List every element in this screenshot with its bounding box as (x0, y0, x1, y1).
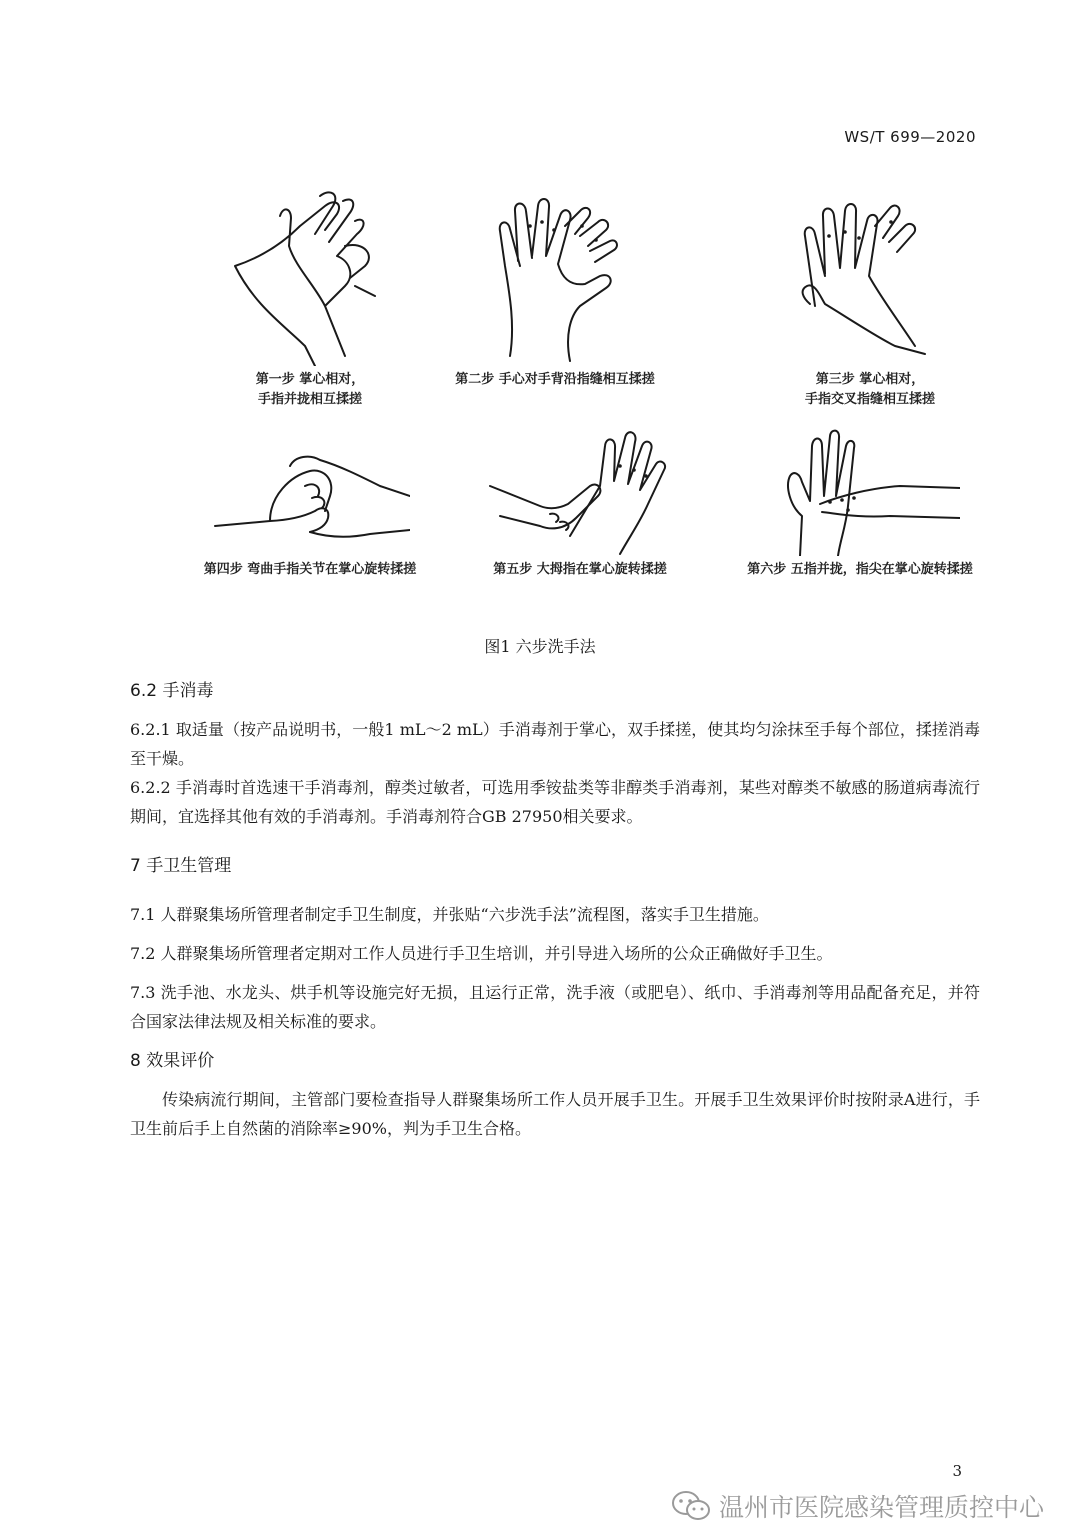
step-6-caption: 第六步 五指并拢，指尖在掌心旋转揉搓 (747, 562, 973, 577)
step-5 (460, 426, 700, 580)
clause-7-1: 7.1 人群聚集场所管理者制定手卫生制度，并张贴“六步洗手法”流程图，落实手卫生措施。 (130, 905, 769, 924)
standard-code: WS/T 699—2020 (844, 128, 976, 146)
section-6-2-heading: 6.2 手消毒 (130, 681, 214, 701)
step-6 (730, 426, 990, 580)
handwash-figure (190, 186, 980, 616)
wechat-icon (671, 1490, 711, 1522)
clause-7-2: 7.2 人群聚集场所管理者定期对工作人员进行手卫生培训，并引导进入场所的公众正确做好手卫生。 (130, 944, 833, 963)
hands-thumb-rotate-icon (480, 426, 680, 556)
step-5-caption: 第五步 大拇指在掌心旋转揉搓 (493, 562, 667, 577)
watermark (671, 1488, 1044, 1524)
hands-palm-to-palm-icon (225, 186, 395, 366)
page-number: 3 (952, 1462, 962, 1480)
clause-6-2-1: 6.2.1 取适量（按产品说明书，一般1 mL～2 mL）手消毒剂于掌心，双手揉搓，使其均匀涂抹至手每个部位，揉搓消毒至干燥。 (130, 720, 980, 768)
hands-knuckles-rotate-icon (210, 426, 410, 556)
clause-6-2-2: 6.2.2 手消毒时首选速干手消毒剂，醇类过敏者，可选用季铵盐类等非醇类手消毒剂，某些对醇类不敏感的肠道病毒流行期间，宜选择其他有效的手消毒剂。手消毒剂符合GB 27950相关要求。 (130, 778, 980, 826)
step-3-caption: 第三步 掌心相对， 手指交叉指缝相互揉搓 (804, 372, 935, 407)
watermark-text: 温州市医院感染管理质控中心 (718, 1493, 1044, 1522)
step-4 (190, 426, 430, 580)
hands-fingers-interlaced-icon (785, 186, 955, 366)
step-1 (190, 186, 430, 410)
step-2-caption: 第二步 手心对手背沿指缝相互揉搓 (455, 372, 655, 387)
section-7-heading: 7 手卫生管理 (130, 856, 232, 876)
figure-caption: 图1 六步洗手法 (484, 637, 596, 656)
document-body (130, 676, 980, 1143)
step-4-caption: 第四步 弯曲手指关节在掌心旋转揉搓 (203, 562, 417, 577)
section-8-heading: 8 效果评价 (130, 1051, 215, 1071)
step-3 (750, 186, 990, 410)
step-1-caption: 第一步 掌心相对， 手指并拢相互揉搓 (255, 372, 365, 407)
clause-7-3: 7.3 洗手池、水龙头、烘手机等设施完好无损，且运行正常，洗手液（或肥皂）、纸巾、手消毒剂等用品配备充足，并符合国家法律法规及相关标准的要求。 (130, 983, 980, 1031)
section-8-body: 传染病流行期间，主管部门要检查指导人群聚集场所工作人员开展手卫生。开展手卫生效果评价时按附录A进行，手卫生前后手上自然菌的消除率≥90%，判为手卫生合格。 (130, 1090, 980, 1138)
hands-palm-over-back-icon (470, 186, 640, 366)
hands-fingertips-rotate-icon (760, 426, 960, 556)
step-2 (405, 186, 705, 390)
